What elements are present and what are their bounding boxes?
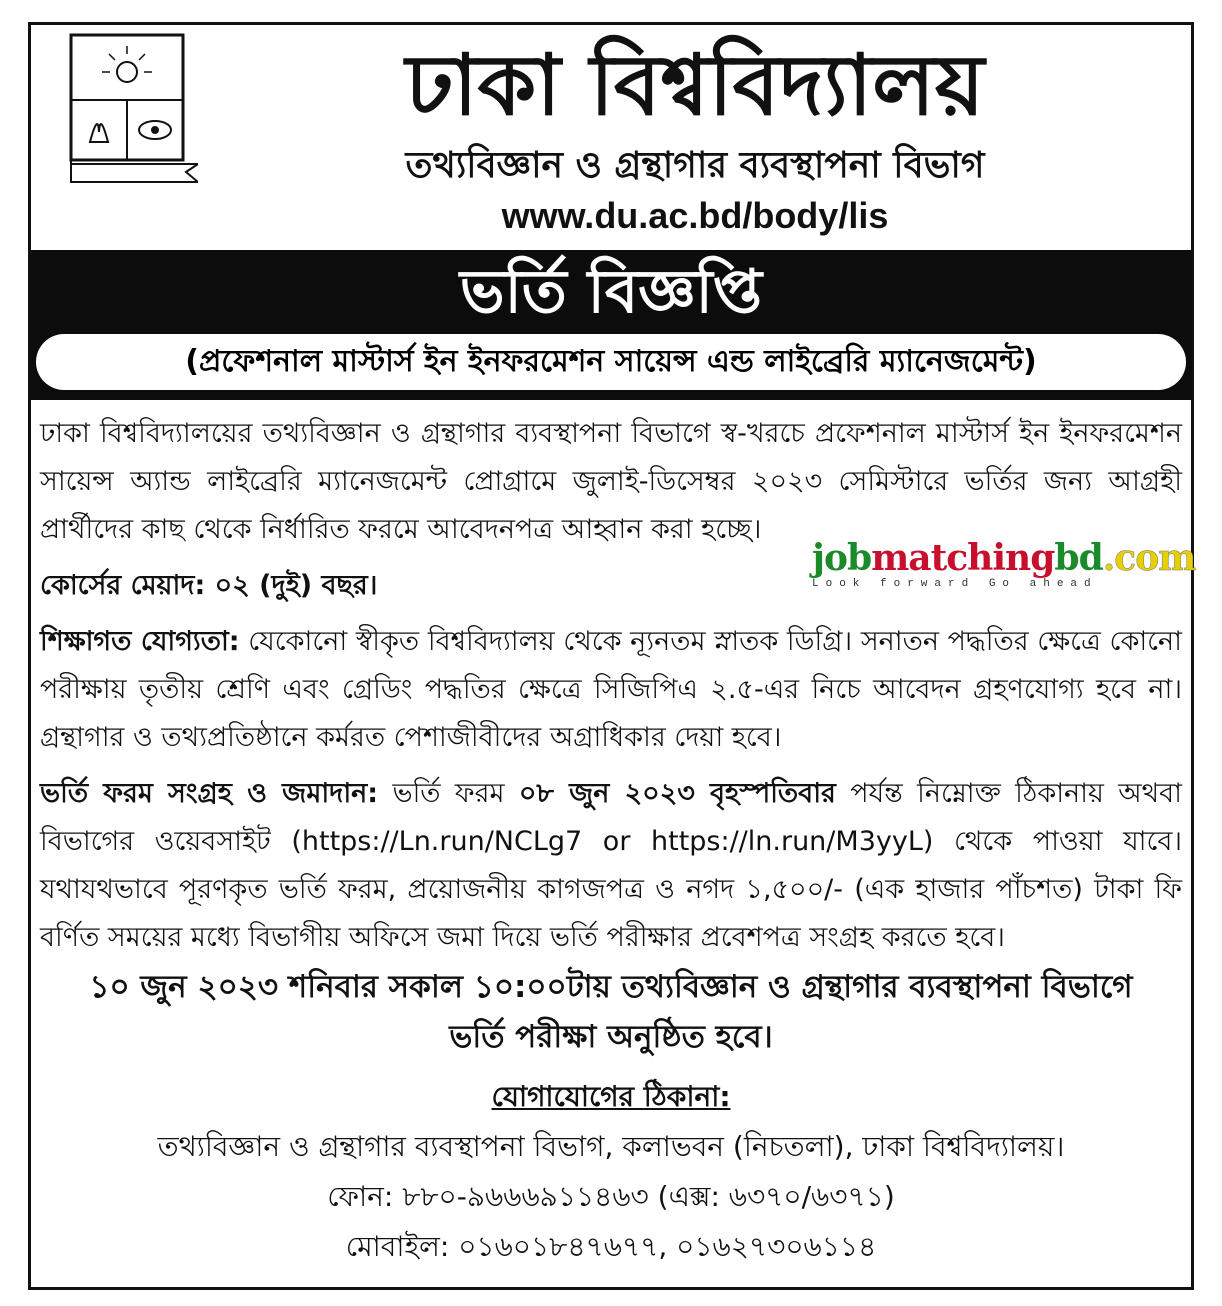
contact-phone: ফোন: ৮৮০-৯৬৬৬৯১১৪৬৩ (এক্স: ৬৩৭০/৬৩৭১) [327, 1180, 895, 1213]
form-paragraph [40, 770, 1182, 962]
intro-paragraph: ঢাকা বিশ্ববিদ্যালয়ের তথ্যবিজ্ঞান ও গ্রন্থাগার ব্যবস্থাপনা বিভাগে স্ব-খরচে প্রফেশনাল মাস্টার্স ইন ইনফরমেশন সায়েন্স অ্যান্ড লাইব্রেরি ম্যানেজমেন্ট প্রোগ্রামে জুলাই-ডিসেম্বর ২০২৩ সেমিস্টারে ভর্তির জন্য আগ্রহী প্রার্থীদের কাছ থেকে নির্ধারিত ফরমে আবেদনপত্র আহ্বান করা হচ্ছে। [40, 418, 1182, 545]
university-name: ঢাকা বিশ্ববিদ্যালয় [405, 36, 985, 134]
form-text-rest: পর্যন্ত নিম্নোক্ত ঠিকানায় অথবা বিভাগের ওয়েবসাইট (https://Ln.run/NCLg7 or https://ln.run/M3yyL) থেকে পাওয়া যাবে। যথাযথভাবে পূরণকৃত ভর্তি ফরম, প্রয়োজনীয় কাগজপত্র ও নগদ ১,৫০০/- (এক হাজার পাঁচশত) টাকা ফি বর্ণিত সময়ের মধ্যে বিভাগীয় অফিসে জমা দিয়ে ভর্তি পরীক্ষার প্রবেশপত্র সংগ্রহ করতে হবে। [40, 778, 1182, 953]
watermark-part: bd [1054, 537, 1103, 579]
qualification-text: যেকোনো স্বীকৃত বিশ্ববিদ্যালয় থেকে ন্যূনতম স্নাতক ডিগ্রি। সনাতন পদ্ধতির ক্ষেত্রে কোনো পরীক্ষায় তৃতীয় শ্রেণি এবং গ্রেডিং পদ্ধতির ক্ষেত্রে সিজিপিএ ২.৫-এর নিচে আবেদন গ্রহণযোগ্য হবে না। গ্রন্থাগার ও তথ্যপ্রতিষ্ঠানে কর্মরত পেশাজীবীদের অগ্রাধিকার দেয়া হবে। [40, 626, 1182, 753]
qualification-paragraph [40, 618, 1182, 762]
watermark-part: matching [871, 537, 1055, 579]
notice-title: ভর্তি বিজ্ঞপ্তি [459, 257, 763, 327]
form-label: ভর্তি ফরম সংগ্রহ ও জমাদান: [40, 778, 379, 809]
form-text: ভর্তি ফরম [378, 778, 519, 809]
watermark-part: job [812, 537, 872, 579]
contact-section [40, 1072, 1182, 1272]
department-url[interactable]: www.du.ac.bd/body/lis [501, 195, 889, 236]
contact-address: তথ্যবিজ্ঞান ও গ্রন্থাগার ব্যবস্থাপনা বিভাগ, কলাভবন (নিচতলা), ঢাকা বিশ্ববিদ্যালয়। [157, 1130, 1065, 1163]
watermark-tagline: Look forward Go ahead [812, 578, 1098, 590]
course-duration: কোর্সের মেয়াদ: ০২ (দুই) বছর। [40, 570, 378, 601]
qualification-label: শিক্ষাগত যোগ্যতা: [40, 626, 240, 657]
university-logo [68, 32, 198, 192]
notice-body [40, 410, 1182, 970]
watermark-part: .com [1102, 537, 1196, 579]
notice-banner [30, 250, 1192, 400]
department-name: তথ্যবিজ্ঞান ও গ্রন্থাগার ব্যবস্থাপনা বিভাগ [405, 145, 985, 186]
exam-line-2: ভর্তি পরীক্ষা অনুষ্ঠিত হবে। [449, 1019, 773, 1055]
exam-announcement [40, 962, 1182, 1062]
contact-mobile: মোবাইল: ০১৬০১৮৪৭৬৭৭, ০১৬২৭৩০৬১১৪ [345, 1230, 877, 1263]
contact-heading: যোগাযোগের ঠিকানা: [491, 1080, 731, 1113]
program-name: (প্রফেশনাল মাস্টার্স ইন ইনফরমেশন সায়েন্স এন্ড লাইব্রেরি ম্যানেজমেন্ট) [36, 334, 1186, 390]
watermark-logo [812, 537, 1196, 590]
form-deadline: ০৮ জুন ২০২৩ বৃহস্পতিবার [518, 778, 836, 809]
exam-line-1: ১০ জুন ২০২৩ শনিবার সকাল ১০:০০টায় তথ্যবিজ্ঞান ও গ্রন্থাগার ব্যবস্থাপনা বিভাগে [89, 969, 1133, 1005]
